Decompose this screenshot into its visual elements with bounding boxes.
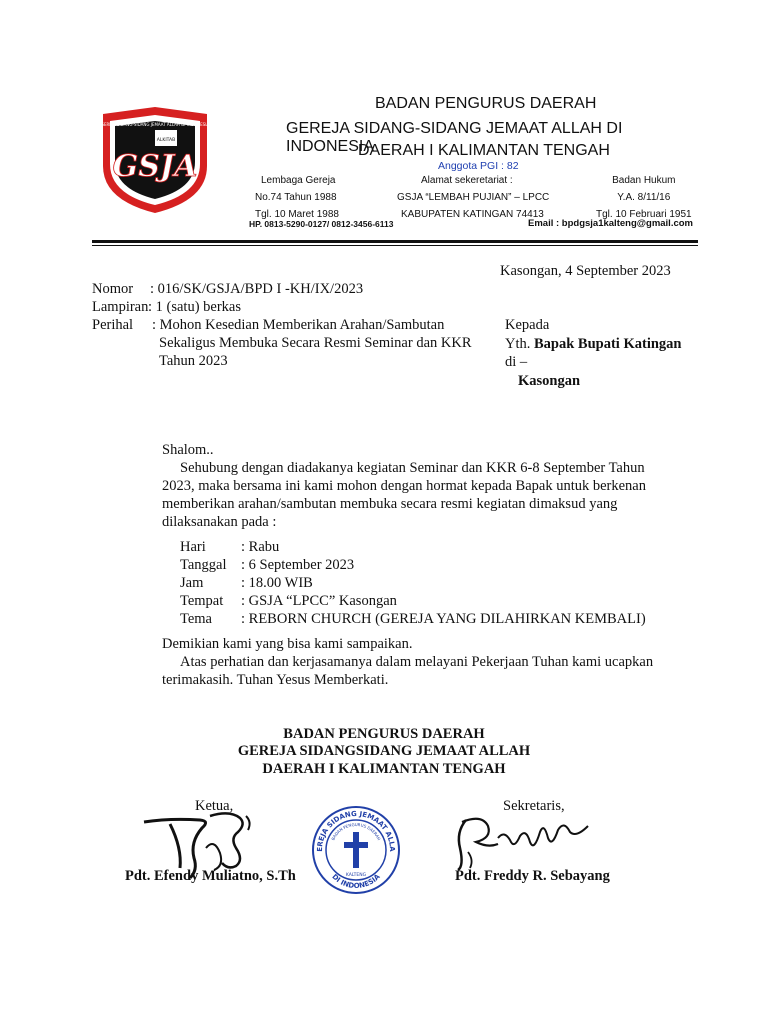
detail-value: : 18.00 WIB xyxy=(241,575,313,591)
perihal-line: Tahun 2023 xyxy=(159,353,228,369)
letterhead-col-1 xyxy=(255,172,339,223)
sekretaris-name: Pdt. Freddy R. Sebayang xyxy=(455,868,610,884)
sekretaris-signature xyxy=(448,808,598,873)
para1-line: Sehubung dengan diadakanya kegiatan Seminar dan KKR 6-8 September Tahun xyxy=(180,460,645,476)
col2-line: GSJA “LEMBAH PUJIAN” – LPCC xyxy=(397,192,550,203)
lampiran-value: : 1 (satu) berkas xyxy=(148,299,242,315)
closing-line: terimakasih. Tuhan Yesus Memberkati. xyxy=(162,672,389,688)
para1-line: dilaksanakan pada : xyxy=(162,514,277,530)
detail-value: : Rabu xyxy=(241,539,280,555)
para1-line: memberikan arahan/sambutan membuka secara resmi kegiatan dimaksud yang xyxy=(162,496,618,512)
col3-line: Y.A. 8/11/16 xyxy=(617,192,671,203)
detail-value: : REBORN CHURCH (GEREJA YANG DILAHIRKAN KEMBALI) xyxy=(241,611,646,627)
col3-line: Badan Hukum xyxy=(612,175,676,186)
stamp-top-text: EREJA SIDANG JEMAAT ALLA xyxy=(315,809,397,852)
pgi-membership: Anggota PGI : 82 xyxy=(438,160,519,172)
recipient-name: Bapak Bupati Katingan xyxy=(534,336,682,352)
place-date: Kasongan, 4 September 2023 xyxy=(500,263,671,279)
col2-line: KABUPATEN KATINGAN 74413 xyxy=(401,209,544,220)
sign-block-line: BADAN PENGURUS DAERAH xyxy=(283,726,485,742)
col2-line: Alamat sekeretariat : xyxy=(421,175,513,186)
perihal-line: : Mohon Kesedian Memberikan Arahan/Sambutan xyxy=(152,317,445,333)
col1-line: No.74 Tahun 1988 xyxy=(255,192,337,203)
detail-label: Tanggal xyxy=(180,557,227,573)
nomor-label: Nomor xyxy=(92,281,134,297)
detail-label: Tempat xyxy=(180,593,224,609)
letterhead-rule-thick xyxy=(92,240,698,243)
letterhead-email: Email : bpdgsja1kalteng@gmail.com xyxy=(528,218,693,229)
perihal-label: Perihal xyxy=(92,317,134,333)
detail-value: : 6 September 2023 xyxy=(241,557,355,573)
col1-line: Lembaga Gereja xyxy=(261,175,336,186)
detail-label: Hari xyxy=(180,539,206,555)
letterhead-col-2 xyxy=(397,172,549,223)
recipient xyxy=(505,335,681,353)
letterhead-phone: HP. 0813-5290-0127/ 0812-3456-6113 xyxy=(249,219,394,229)
sign-block-line: DAERAH I KALIMANTAN TENGAH xyxy=(262,761,506,777)
church-stamp xyxy=(310,804,402,896)
letterhead-rule-thin xyxy=(92,245,698,246)
logo-ring-text: GEREJA SIDANG-SIDANG JEMAAT ALLAH DI INDONESIA xyxy=(100,122,210,127)
col3-line: Tgl. 10 Februari 1951 xyxy=(596,209,692,220)
stamp-mid-text: KALTENG xyxy=(345,873,367,878)
detail-label: Tema xyxy=(180,611,212,627)
sign-block-line: GEREJA SIDANGSIDANG JEMAAT ALLAH xyxy=(237,743,531,759)
detail-label: Jam xyxy=(180,575,204,591)
greeting: Shalom.. xyxy=(162,442,214,458)
para1-line: 2023, maka bersama ini kami mohon dengan hormat kepada Bapak untuk berkenan xyxy=(162,478,646,494)
closing-line: Atas perhatian dan kerjasamanya dalam melayani Pekerjaan Tuhan kami ucapkan xyxy=(180,654,654,670)
detail-value: : GSJA “LPCC” Kasongan xyxy=(241,593,397,609)
yth-prefix: Yth. xyxy=(505,336,534,352)
letterhead-logo xyxy=(95,104,215,216)
ketua-name: Pdt. Efendy Muliatno, S.Th xyxy=(125,868,296,884)
kepada-label: Kepada xyxy=(505,317,550,333)
perihal-line: Sekaligus Membuka Secara Resmi Seminar dan KKR xyxy=(159,335,472,351)
closing-line: Demikian kami yang bisa kami sampaikan. xyxy=(162,636,413,652)
nomor-value: : 016/SK/GSJA/BPD I -KH/IX/2023 xyxy=(150,281,364,297)
stamp-bottom-text: DI INDONESIA xyxy=(330,872,382,891)
col1-line: Tgl. 10 Maret 1988 xyxy=(255,209,339,220)
recipient-city: Kasongan xyxy=(518,373,581,389)
stamp-inner-text: BADAN PENGURUS DAERAH xyxy=(330,821,382,842)
org-line-3: DAERAH I KALIMANTAN TENGAH xyxy=(358,142,610,159)
logo-text: GSJA xyxy=(112,149,198,184)
lampiran-label: Lampiran xyxy=(92,299,149,315)
di-label: di – xyxy=(505,354,528,370)
org-line-1: BADAN PENGURUS DAERAH xyxy=(375,95,597,112)
org-line-2: GEREJA SIDANG-SIDANG JEMAAT ALLAH DI INDONESIA xyxy=(286,120,623,155)
letterhead-col-3 xyxy=(596,172,692,223)
sekretaris-label: Sekretaris, xyxy=(503,798,565,814)
logo-book-text: ALKITAB xyxy=(156,138,176,143)
ketua-label: Ketua, xyxy=(195,798,234,814)
